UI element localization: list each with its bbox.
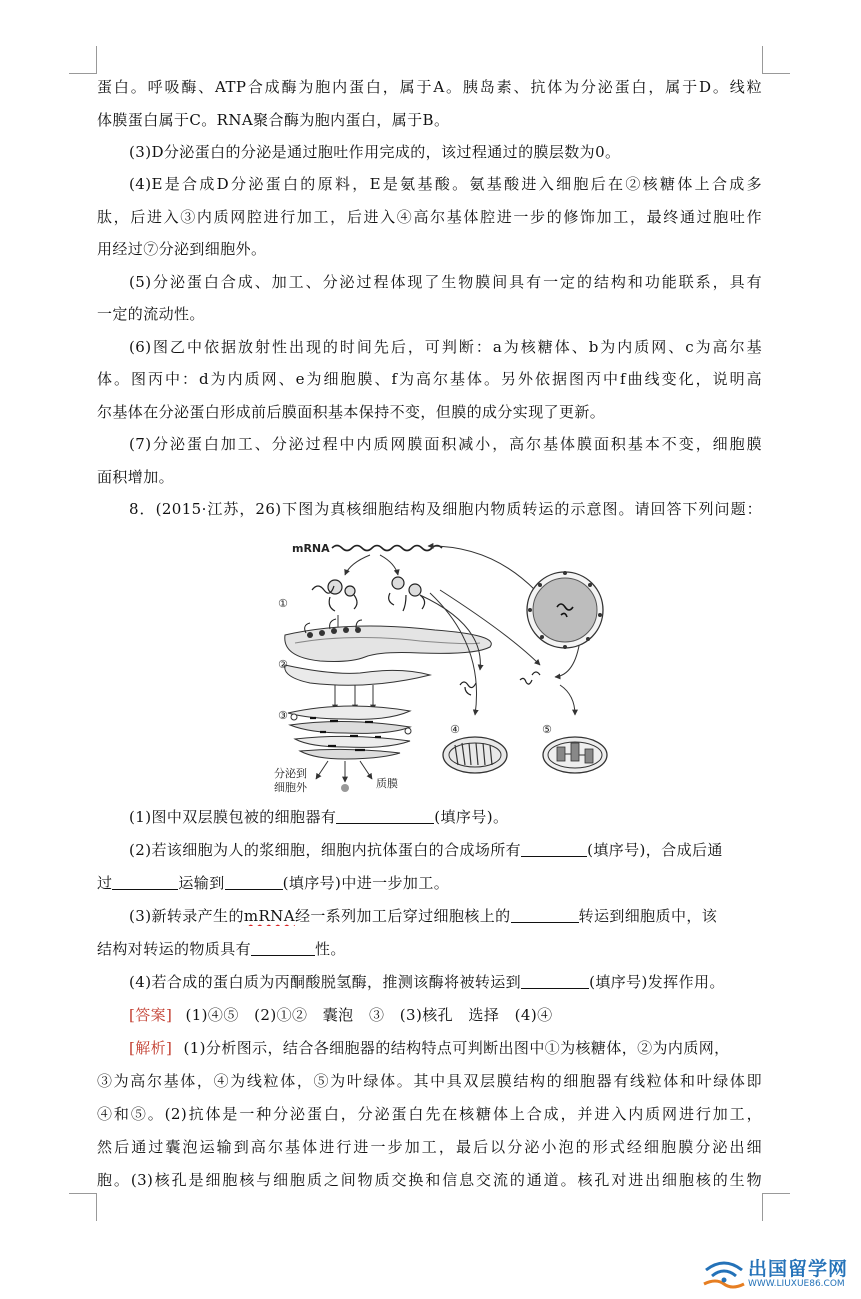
- text-line: (4)E是合成D分泌蛋白的原料，E是氨基酸。氨基酸进入细胞后在②核糖体上合成多: [129, 175, 762, 193]
- label-plasma-membrane: 质膜: [376, 777, 398, 790]
- question-text: (填序号)，合成后通: [587, 841, 723, 859]
- answer-blank[interactable]: [521, 974, 589, 989]
- label-secrete-line-1: 分泌到: [274, 767, 307, 780]
- endoplasmic-reticulum: [285, 619, 492, 685]
- arrow-mrna-to-ribosome-right: [380, 555, 398, 575]
- mrna-term: mRNA: [243, 907, 295, 925]
- answer-blank[interactable]: [521, 842, 587, 857]
- answer-blank[interactable]: [336, 809, 434, 824]
- question-text: (填序号)。: [434, 808, 509, 826]
- mrna-label: mRNA: [292, 542, 330, 555]
- site-logo: [700, 1249, 861, 1299]
- question-8-3-cont: [97, 939, 762, 959]
- question-text: 过: [97, 874, 113, 892]
- answer-line: [129, 1005, 762, 1025]
- text-line: 体。图丙中：d为内质网、e为细胞膜、f为高尔基体。另外依据图丙中f曲线变化，说明高: [97, 370, 762, 388]
- analysis-line: ④和⑤。(2)抗体是一种分泌蛋白，分泌蛋白先在核糖体上合成，并进入内质网进行加工，: [97, 1105, 762, 1123]
- arrow-to-mitochondria: [430, 593, 477, 715]
- crop-mark-bottom-right-v: [762, 1193, 763, 1221]
- cytosolic-protein: [460, 682, 476, 695]
- answer-blank[interactable]: [225, 875, 283, 890]
- text-line: 体膜蛋白属于C。RNA聚合酶为胞内蛋白，属于B。: [97, 111, 450, 129]
- text-line: 面积增加。: [97, 468, 175, 486]
- text-line: 肽，后进入③内质网腔进行加工，后进入④高尔基体腔进一步的修饰加工，最终通过胞吐作: [97, 208, 762, 226]
- text-line: 尔基体在分泌蛋白形成前后膜面积基本保持不变，但膜的成分实现了更新。: [97, 403, 606, 421]
- secretory-vesicle: [341, 784, 349, 792]
- question-text: 转运到细胞质中，该: [578, 907, 718, 925]
- question-text: 经一系列加工后穿过细胞核上的: [294, 907, 511, 925]
- arrow-mrna-to-ribosome-left: [345, 555, 370, 575]
- analysis-tag: [解析]: [129, 1039, 173, 1057]
- label-ribosome-number: ①: [278, 597, 288, 610]
- transported-protein: [520, 672, 540, 684]
- free-ribosome-right: [389, 577, 425, 611]
- crop-mark-bottom-right-h: [762, 1193, 790, 1194]
- arrow-nucleus-to-mrna: [428, 546, 535, 590]
- question-8-2-cont: [97, 873, 762, 893]
- question-text: (3)新转录产生的: [129, 907, 244, 925]
- analysis-line: ③为高尔基体，④为线粒体，⑤为叶绿体。其中具双层膜结构的细胞器有线粒体和叶绿体即: [97, 1072, 762, 1090]
- question-8-3: [129, 906, 762, 926]
- question-text: 结构对转运的物质具有: [97, 940, 252, 958]
- text-line: (5)分泌蛋白合成、加工、分泌过程体现了生物膜间具有一定的结构和功能联系，具有: [129, 273, 762, 291]
- crop-mark-top-right-h: [762, 73, 790, 74]
- answer-blank[interactable]: [251, 941, 315, 956]
- text-line: 蛋白。呼吸酶、ATP合成酶为胞内蛋白，属于A。胰岛素、抗体为分泌蛋白，属于D。线粒: [97, 78, 762, 96]
- crop-mark-top-left-h: [69, 73, 97, 74]
- question-text: (填序号)发挥作用。: [589, 973, 725, 991]
- nucleus: [527, 571, 603, 649]
- label-mitochondrion-number: ④: [450, 723, 460, 736]
- analysis-line: 胞。(3)核孔是细胞核与细胞质之间物质交换和信息交流的通道。核孔对进出细胞核的生物: [97, 1171, 762, 1189]
- answer-text: (1)④⑤ (2)①② 囊泡 ③ (3)核孔 选择 (4)④: [185, 1006, 553, 1024]
- question-8-2: [129, 840, 762, 860]
- question-text: (2)若该细胞为人的浆细胞，细胞内抗体蛋白的合成场所有: [129, 841, 522, 859]
- analysis-first-line: [129, 1038, 762, 1058]
- answer-blank[interactable]: [112, 875, 178, 890]
- arrow-to-nucleus-protein: [440, 590, 540, 665]
- label-secrete-line-2: 细胞外: [274, 781, 307, 794]
- cell-transport-diagram: [270, 535, 615, 800]
- logo-name: 出国留学网: [748, 1258, 849, 1280]
- crop-mark-top-right-v: [762, 46, 763, 74]
- text-line: 用经过⑦分泌到细胞外。: [97, 240, 267, 258]
- answer-tag: [答案]: [129, 1006, 173, 1024]
- free-ribosome-left: [312, 580, 357, 611]
- crop-mark-bottom-left-v: [96, 1193, 97, 1221]
- question-8-1: [129, 807, 762, 827]
- question-8-stem: 8．(2015·江苏，26)下图为真核细胞结构及细胞内物质转运的示意图。请回答下列问题：: [129, 500, 762, 518]
- label-chloroplast-number: ⑤: [542, 723, 552, 736]
- analysis-text: (1)分析图示，结合各细胞器的结构特点可判断出图中①为核糖体，②为内质网，: [183, 1039, 730, 1057]
- mitochondrion: [443, 737, 507, 773]
- arrow-to-membrane: [360, 761, 372, 779]
- crop-mark-top-left-v: [96, 46, 97, 74]
- question-text: (4)若合成的蛋白质为丙酮酸脱氢酶，推测该酶将被转运到: [129, 973, 522, 991]
- question-text: 运输到: [178, 874, 225, 892]
- question-text: 性。: [315, 940, 346, 958]
- wifi-wave-icon: [702, 1254, 746, 1294]
- golgi-apparatus: [288, 706, 411, 759]
- chloroplast: [543, 737, 607, 773]
- text-line: (6)图乙中依据放射性出现的时间先后，可判断：a为核糖体、b为内质网、c为高尔基: [129, 338, 762, 356]
- diagram-svg: [270, 535, 615, 800]
- question-text: (1)图中双层膜包被的细胞器有: [129, 808, 337, 826]
- text-line: 一定的流动性。: [97, 305, 205, 323]
- crop-mark-bottom-left-h: [69, 1193, 97, 1194]
- text-line: (3)D分泌蛋白的分泌是通过胞吐作用完成的，该过程通过的膜层数为0。: [129, 143, 621, 161]
- answer-blank[interactable]: [511, 908, 579, 923]
- mrna-strand: [332, 546, 442, 551]
- question-text: (填序号)中进一步加工。: [282, 874, 450, 892]
- label-er-number: ②: [278, 658, 288, 671]
- label-golgi-number: ③: [278, 709, 288, 722]
- arrow-to-chloroplast: [560, 685, 575, 715]
- text-line: (7)分泌蛋白加工、分泌过程中内质网膜面积减小，高尔基体膜面积基本不变，细胞膜: [129, 435, 762, 453]
- logo-url: WWW.LIUXUE86.COM: [748, 1279, 845, 1289]
- question-8-4: [129, 972, 762, 992]
- arrow-secretion: [316, 761, 328, 779]
- analysis-line: 然后通过囊泡运输到高尔基体进行进一步加工，最后以分泌小泡的形式经细胞膜分泌出细: [97, 1138, 762, 1156]
